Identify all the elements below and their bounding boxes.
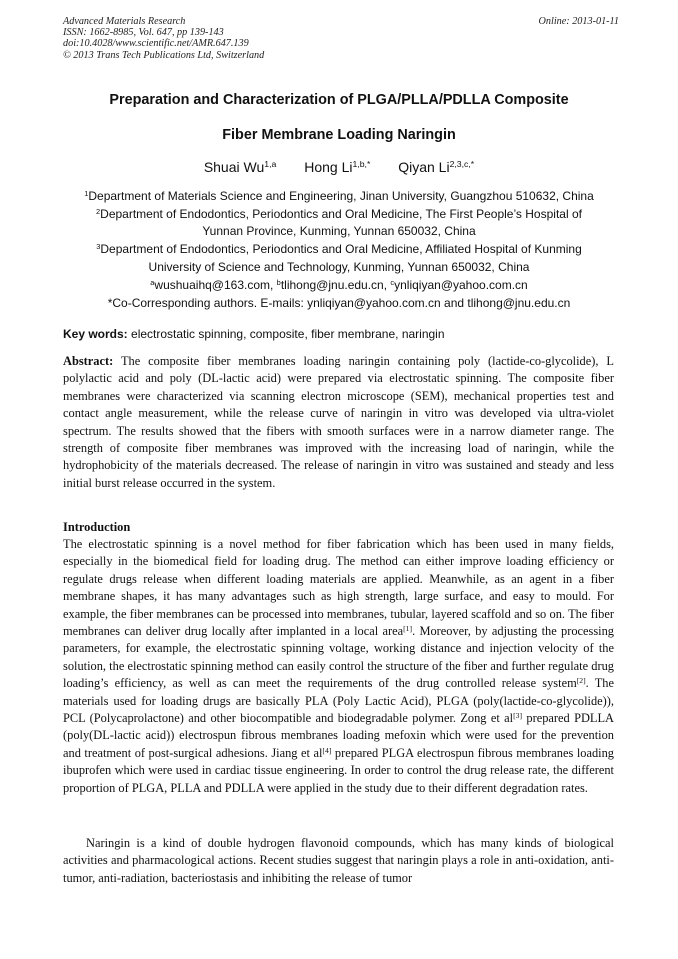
keywords xyxy=(63,327,615,342)
introduction-heading: Introduction xyxy=(63,520,131,534)
affiliation-2-cont: Yunnan Province, Kunming, Yunnan 650032, China xyxy=(202,224,476,238)
journal-name: Advanced Materials Research xyxy=(63,16,186,27)
affiliation-1: $^1$Department of Materials Science and Engineering, Jinan University, Guangzhou 510632, China xyxy=(84,188,594,203)
citation: [3] xyxy=(513,710,523,720)
introduction-paragraph-2: Naringin is a kind of double hydrogen flavonoid compounds, which has many kinds of biological activities and pharmacological actions. Recent studies suggest that naringin plays a role in anti-oxidation, anti-tumor, anti-radiation, bacteriostasis and inhibiting the release of tumor xyxy=(63,836,614,885)
introduction-paragraph-1: The electrostatic spinning is a novel method for fiber fabrication which has been used in many fields, especially in the biomedical field for loading drug. The method can either improve loading efficiency or regulate drugs release when different loading materials are applied. Meanwhile, as an agent in a fiber membrane shapes, it has many advantages such as high strength, large surface, and easy to mould. For example, the fiber membranes can be processed into membranes, tubular, layered scaffold and so on. The fiber membranes can deliver drug locally after implanted in a local area[1]. Moreover, by adjusting the processing parameters, for example, the electrostatic spinning voltage, working distance and injection velocity of the solution, the electrostatic spinning method can easily control the structure of the fiber and further regulate drug loading’s efficiency, as well as can meet the requirements of the drug controlled release system[2]. The materials used for loading drugs are basically PLA (Poly Lactic Acid), PLGA (poly(lactide-co-glycolide)), PCL (Polycaprolactone) and other biocompatible and biodegradable polymer. Zong et al[3] prepared PDLLA (poly(DL-lactic acid)) electrospun fibrous membranes loading mefoxin which were used for the prevention and treatment of post-surgical adhesions. Jiang et al[4] prepared PLGA electrospun fibrous membranes loading ibuprofen which were used in cardiac tissue engineering. In order to control the drug release rate, the different proportion of PLGA, PLLA and PDLLA were applied in the study due to their different degradation rates. xyxy=(63,537,615,795)
keywords-text: electrostatic spinning, composite, fiber membrane, naringin xyxy=(127,327,445,341)
journal-header xyxy=(63,16,619,61)
online-date: Online: 2013-01-11 xyxy=(538,16,619,27)
citation: [4] xyxy=(322,745,332,755)
author-emails: $^a$wushuaihq@163.com, $^b$tlihong@jnu.edu.cn, $^c$ynliqiyan@yahoo.com.cn xyxy=(150,277,528,292)
paper-title-line-2: Fiber Membrane Loading Naringin xyxy=(222,127,456,143)
author: Shuai Wu$^{1,a}$ xyxy=(203,159,277,175)
affiliation-3: $^3$Department of Endodontics, Periodontics and Oral Medicine, Affiliated Hospital of Kunming xyxy=(96,241,582,256)
citation: [1] xyxy=(403,623,413,633)
keywords-label: Key words: xyxy=(63,327,128,341)
corresponding-authors: *Co-Corresponding authors. E-mails: ynliqiyan@yahoo.com.cn and tlihong@jnu.edu.cn xyxy=(107,296,571,310)
citation: [2] xyxy=(576,676,586,686)
affiliation-2: $^2$Department of Endodontics, Periodontics and Oral Medicine, The First People’s Hospital of xyxy=(96,206,582,221)
author-list xyxy=(63,157,615,177)
abstract-label: Abstract: xyxy=(63,354,114,368)
affiliation-3-cont: University of Science and Technology, Kunming, Yunnan 650032, China xyxy=(148,260,530,274)
abstract-text: The composite fiber membranes loading naringin containing poly (lactide-co-glycolide), L polylactic acid and poly (DL-lactic acid) were prepared via electrostatic spinning. The composite fiber membranes were characterized via scanning electron microscope (SEM), mechanical properties test and contact angle measurement, while the release curve of naringin in vitro was developed via ultra-violet spectrum. The results showed that the fibers with smooth surfaces were in a narrow diameter range. The strength of composite fiber membranes was improved with the increasing load of naringin, while the hydrophobicity of the materials decreased. The release of naringin in vitro was sustained and steady and less initial burst release occurred in the system. xyxy=(63,354,614,490)
author: Hong $Li^{1,b,*}$ xyxy=(304,159,371,175)
paper-title-line-1: Preparation and Characterization of PLGA/PLLA/PDLLA Composite xyxy=(109,92,569,108)
doi: doi:10.4028/www.scientific.net/AMR.647.139 xyxy=(63,38,249,50)
abstract xyxy=(63,353,614,492)
issn: ISSN: 1662-8985, Vol. 647, pp 139-143 xyxy=(63,27,224,39)
copyright: © 2013 Trans Tech Publications Ltd, Switzerland xyxy=(63,49,265,61)
author: Qiyan $Li^{2,3,c,*}$ xyxy=(398,159,475,175)
